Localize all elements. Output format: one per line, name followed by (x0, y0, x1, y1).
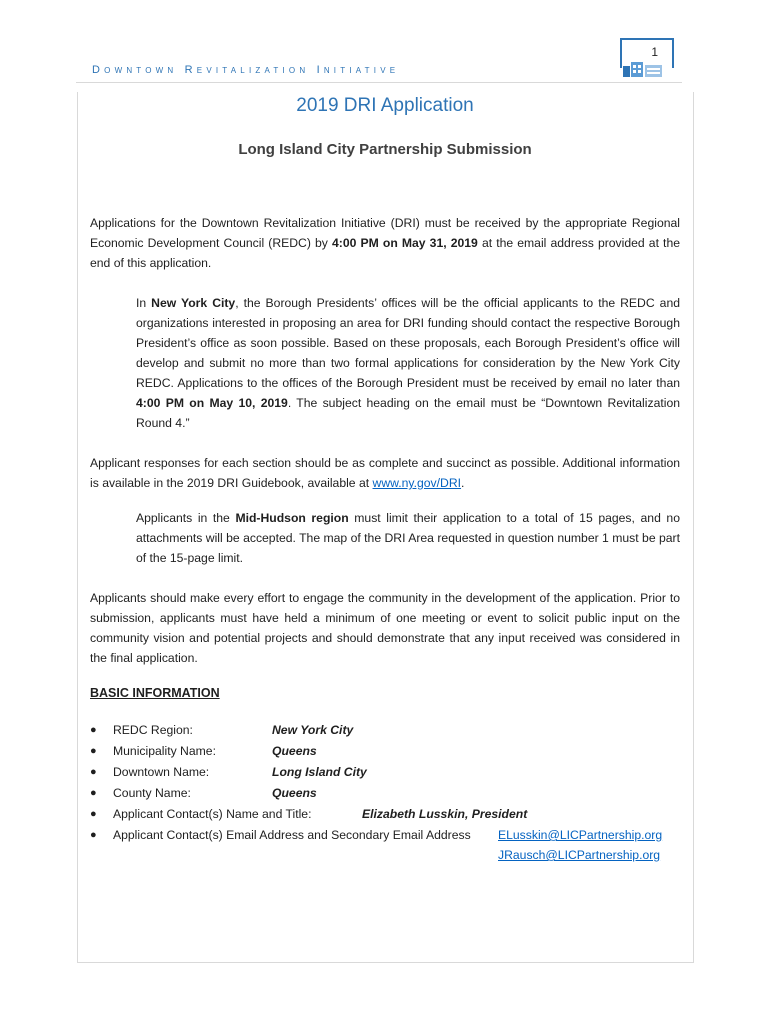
info-label: REDC Region: (113, 723, 193, 737)
guidebook-paragraph (90, 453, 680, 493)
list-item (90, 762, 690, 783)
info-label: Applicant Contact(s) Name and Title: (113, 807, 312, 821)
list-item (90, 804, 690, 825)
nyc-emphasis: New York City (151, 296, 236, 310)
document-title: 2019 DRI Application (296, 95, 474, 116)
info-label: Downtown Name: (113, 765, 210, 779)
basic-information-list (90, 720, 690, 862)
list-item (90, 720, 690, 741)
bullet-icon: ● (90, 724, 97, 736)
mid-hudson-emphasis: Mid-Hudson region (235, 511, 349, 525)
info-value: Long Island City (272, 765, 367, 779)
nyc-deadline: 4:00 PM on May 10, 2019 (136, 396, 288, 410)
bullet-icon: ● (90, 829, 97, 841)
info-label: Applicant Contact(s) Email Address and Secondary Email Address (113, 828, 471, 842)
bullet-icon: ● (90, 745, 97, 757)
secondary-email-link[interactable]: JRausch@LICPartnership.org (498, 848, 661, 862)
mid-hudson-text-1: Applicants in the (136, 511, 236, 525)
nyc-text-2: , the Borough Presidents’ offices will be the official applicants to the REDC and organizations interested in proposing an area for DRI funding should contact the respective Borough President’s office as soon possible. Based on these proposals, each Borough President’s office will develop and submit no more than two formal applications for consideration by the New York City REDC. Applications to the offices of the Borough President must be received by email no later than (136, 296, 680, 390)
deadline-text: 4:00 PM on May 31, 2019 (332, 236, 478, 250)
bullet-icon: ● (90, 766, 97, 778)
engagement-paragraph: Applicants should make every effort to engage the community in the development of the application. Prior to submission, applicants must have held a minimum of one meeting or event to solicit public input on the community vision and potential projects and should demonstrate that any input received was considered in the final application. (90, 591, 680, 665)
nyc-text-3: . The subject heading on the email must be “Downtown Revitalization Round 4.” (136, 396, 680, 430)
page-number: 1 (651, 45, 658, 59)
info-label: County Name: (113, 786, 191, 800)
list-item (90, 783, 690, 804)
dri-logo-icon (622, 60, 664, 78)
list-item (90, 741, 690, 762)
bullet-icon: ● (90, 787, 97, 799)
running-header-title: Downtown Revitalization Initiative (92, 64, 400, 76)
mid-hudson-paragraph (136, 508, 680, 568)
info-value: Queens (272, 744, 317, 758)
nyc-paragraph (136, 293, 680, 433)
primary-email-link[interactable]: ELusskin@LICPartnership.org (498, 828, 663, 842)
mid-hudson-text-2: must limit their application to a total of 15 pages, and no attachments will be accepted. The map of the DRI Area requested in question number 1 must be part of the 15-page limit. (136, 511, 680, 565)
dri-website-link[interactable]: www.ny.gov/DRI (372, 476, 462, 490)
info-label: Municipality Name: (113, 744, 216, 758)
intro-text-2: at the email address provided at the end of this application. (90, 236, 680, 270)
bullet-icon: ● (90, 808, 97, 820)
info-value: Elizabeth Lusskin, President (362, 807, 528, 821)
info-value: New York City (272, 723, 354, 737)
header-divider (76, 82, 682, 83)
document-subtitle: Long Island City Partnership Submission (238, 141, 532, 158)
intro-text-1: Applications for the Downtown Revitalization Initiative (DRI) must be received by the appropriate Regional Economic Development Council (REDC) by (90, 216, 680, 250)
guidebook-text-2: . (461, 476, 465, 490)
list-item (90, 825, 690, 862)
basic-information-heading: BASIC INFORMATION (90, 686, 220, 700)
guidebook-text-1: Applicant responses for each section should be as complete and succinct as possible. Additional information is available in the 2019 DRI Guidebook, available at (90, 456, 680, 490)
info-value: Queens (272, 786, 317, 800)
email-addresses (498, 825, 662, 865)
intro-paragraph (90, 213, 680, 273)
nyc-text-1: In (136, 296, 152, 310)
